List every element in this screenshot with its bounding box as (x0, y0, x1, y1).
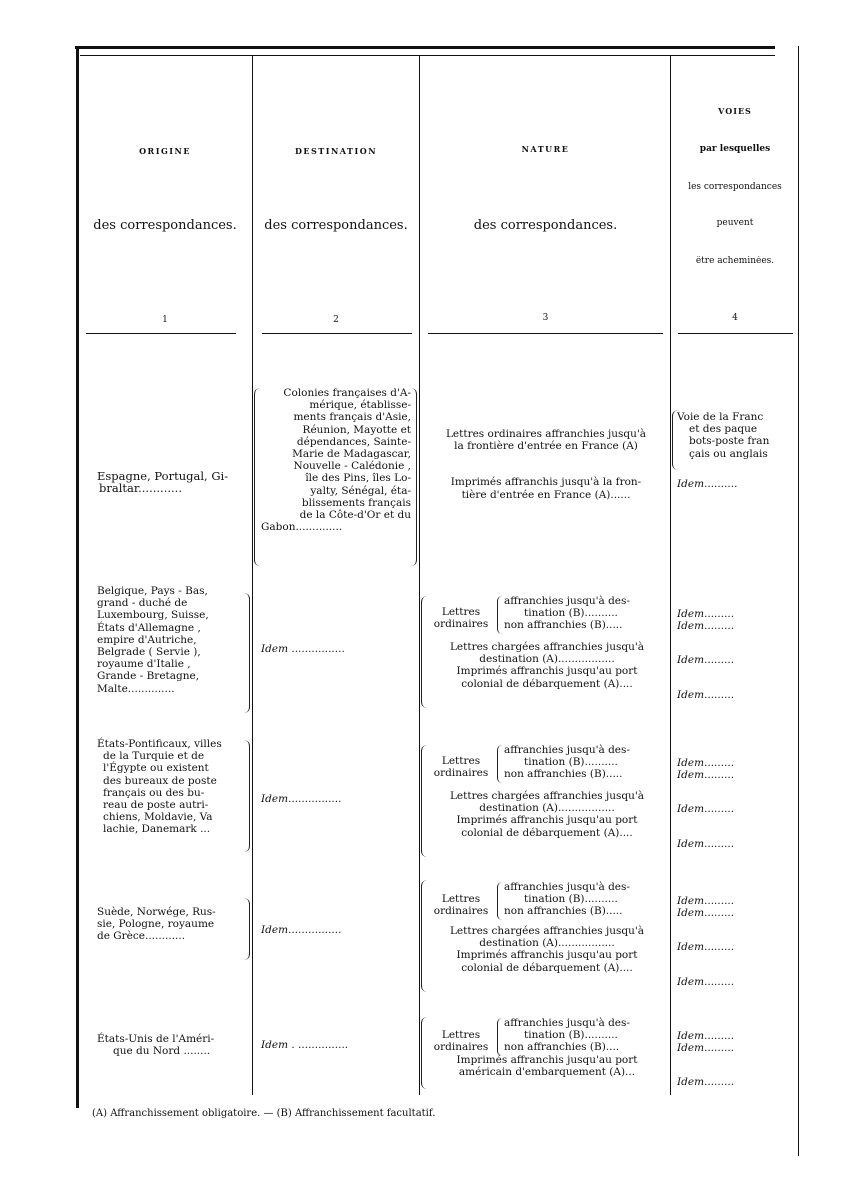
row2-nature-lettres: Lettres ordinaires (433, 606, 489, 631)
row4-nature-rest: Lettres chargées affranchies jusqu'à destination (A)................. Imprimés affranchis jusqu'au port colonial de débarquement (A).... (449, 925, 645, 974)
header-voies-line: VOIES (718, 106, 752, 116)
row3-origin: États-Pontificaux, villes de la Turquie et de l'Égypte ou existent des bureaux de poste français ou des bu- reau de poste autri- chiens, Moldavie, Va lachie, Danemark ... (97, 738, 222, 836)
row1-dest-brace (254, 388, 261, 566)
row1-nature: Lettres ordinaires affranchies jusqu'à la frontière d'entrée en France (A) Imprimés affranchis jusqu'à la fron- tière d'entrée en France (A)...... (445, 428, 647, 501)
row2-voies: Idem......... Idem......... Idem......... Idem......... (677, 608, 735, 701)
header-nature-bottom: des correspondances. (473, 218, 618, 233)
row5-nature-sub-brace (497, 1018, 503, 1056)
row4-nature-sub-brace (497, 882, 503, 920)
header-destination-num: 2 (333, 315, 339, 325)
row5-origin: États-Unis de l'Améri- que du Nord ........ (97, 1033, 215, 1058)
row3-nature-lettres: Lettres ordinaires (433, 755, 489, 780)
row2-nature-rest: Lettres chargées affranchies jusqu'à destination (A)................. Imprimés affranchis jusqu'au port colonial de débarquement (A).... (449, 641, 645, 690)
row5-nature-lettres: Lettres ordinaires (433, 1029, 489, 1054)
row3-destination: Idem................ (261, 793, 342, 805)
row4-nature-sub: affranchies jusqu'à des- tination (B).......... non affranchies (B)..... (504, 881, 630, 918)
header-origin-top: ORIGINE (139, 146, 191, 156)
header-rule (428, 333, 663, 334)
header-origin-num: 1 (162, 315, 168, 325)
header-voies-line: être acheminées. (695, 256, 775, 266)
row5-voies: Idem......... Idem......... Idem......... (677, 1030, 735, 1089)
row2-destination: Idem ................ (261, 643, 345, 655)
row3-nature-sub: affranchies jusqu'à des- tination (B).......... non affranchies (B)..... (504, 744, 630, 781)
row1-destination: Colonies françaises d'A- mérique, établisse- ments français d'Asie, Réunion, Mayotte et dépendances, Sainte- Marie de Madagascar, Nouvelle - Calédonie , île des Pins, îles Lo- yalty, Sénégal, éta- blissements français de la Côte-d'Or et du Gabon.............. (261, 387, 411, 534)
row1-dest-brace-right (410, 388, 417, 566)
top-rule (75, 46, 775, 49)
header-nature-num: 3 (542, 313, 549, 323)
row5-nature-rest: Imprimés affranchis jusqu'au port américain d'embarquement (A)... (456, 1054, 638, 1079)
header-rule (678, 333, 793, 334)
right-rule (798, 46, 799, 1156)
row5-nature-sub: affranchies jusqu'à des- tination (B).......... non affranchies (B).... (504, 1017, 630, 1054)
row1-origin: Espagne, Portugal, Gi- braltar............ (97, 469, 229, 496)
row3-voies: Idem......... Idem......... Idem......... Idem......... (677, 757, 735, 850)
footnote: (A) Affranchissement obligatoire. — (B) Affranchissement facultatif. (92, 1108, 436, 1119)
row4-destination: Idem................ (261, 924, 342, 936)
row2-nature-sub: affranchies jusqu'à des- tination (B).......... non affranchies (B)..... (504, 595, 630, 632)
row3-nature-sub-brace (497, 745, 503, 783)
row5-destination: Idem . ............... (261, 1039, 349, 1051)
header-origin-bottom: des correspondances. (93, 218, 237, 233)
header-destination-top: DESTINATION (294, 146, 378, 156)
header-voies-line: peuvent (716, 218, 754, 228)
left-rule (76, 46, 79, 1108)
row4-origin: Suède, Norwége, Rus- sie, Pologne, royaume de Grèce............ (97, 906, 216, 943)
row2-nature-sub-brace (497, 596, 503, 634)
col-divider-3 (670, 55, 671, 1095)
header-voies-line: par lesquelles (699, 144, 771, 154)
header-voies-num: 4 (732, 313, 738, 323)
header-voies-line: les correspondances (688, 182, 782, 192)
header-nature-top: NATURE (521, 144, 570, 154)
col-divider-1 (252, 55, 253, 1095)
row3-nature-rest: Lettres chargées affranchies jusqu'à destination (A)................. Imprimés affranchis jusqu'au port colonial de débarquement (A).... (449, 790, 645, 839)
row4-voies: Idem......... Idem......... Idem......... Idem......... (677, 895, 735, 988)
header-rule (86, 333, 236, 334)
row2-origin: Belgique, Pays - Bas, grand - duché de Luxembourg, Suisse, États d'Allemagne , empire d'Autriche, Belgrade ( Servie ), royaume d'Italie , Grande - Bretagne, Malte.............. (97, 585, 209, 695)
row1-voies: Voie de la Franc et des paque bots-poste fran çais ou anglais Idem.......... (677, 411, 770, 490)
header-rule (262, 333, 412, 334)
header-destination-bottom: des correspondances. (264, 218, 408, 233)
col-divider-2 (419, 55, 420, 1095)
row4-nature-lettres: Lettres ordinaires (433, 893, 489, 918)
